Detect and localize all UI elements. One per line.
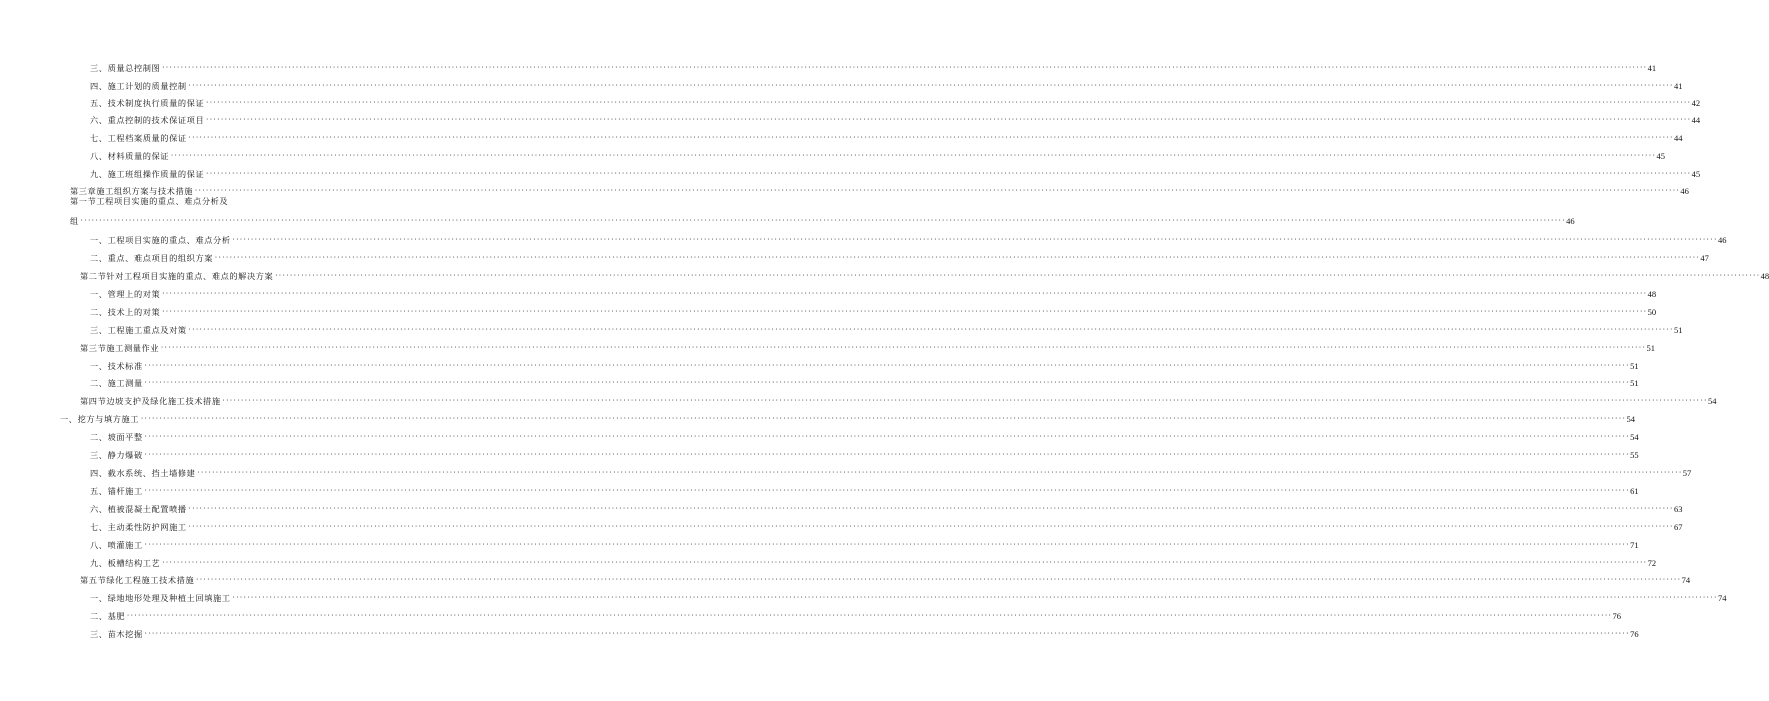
toc-entry[interactable] bbox=[90, 322, 1683, 336]
toc-leader-dots: ················································································································································································································································································································································································································ bbox=[196, 468, 1682, 476]
toc-leader-dots: ················································································································································································································································································································································································································ bbox=[274, 271, 1760, 279]
toc-entry-title: 一、挖方与填方施工 bbox=[60, 414, 140, 424]
toc-entry[interactable] bbox=[90, 148, 1665, 162]
toc-leader-dots: ················································································································································································································································································································································································································ bbox=[161, 289, 1647, 297]
toc-entry-title: 五、技术制度执行质量的保证 bbox=[90, 98, 205, 108]
toc-entry[interactable] bbox=[90, 304, 1657, 318]
toc-entry-title: 第四节边坡支护及绿化施工技术措施 bbox=[80, 396, 221, 406]
toc-entry-page-number: 51 bbox=[1646, 343, 1655, 353]
toc-entry-page-number: 76 bbox=[1612, 611, 1621, 621]
toc-entry-page-number: 44 bbox=[1691, 115, 1701, 125]
toc-entry-title: 四、截水系统、挡土墙修建 bbox=[90, 468, 196, 478]
toc-entry-title: 三、工程施工重点及对策 bbox=[90, 325, 187, 335]
toc-entry[interactable] bbox=[90, 590, 1727, 604]
toc-entry[interactable] bbox=[90, 286, 1657, 300]
toc-leader-dots: ················································································································································································································································································································································································································ bbox=[205, 115, 1691, 123]
toc-entry-title: 三、静力爆破 bbox=[90, 450, 143, 460]
toc-entry-page-number: 71 bbox=[1630, 540, 1639, 550]
toc-entry[interactable] bbox=[90, 250, 1709, 264]
toc-entry-title: 九、板槽结构工艺 bbox=[90, 558, 161, 568]
toc-entry-page-number: 51 bbox=[1674, 325, 1683, 335]
toc-leader-dots: ················································································································································································································································································································································································································ bbox=[126, 611, 1612, 619]
toc-entry[interactable] bbox=[90, 537, 1639, 551]
toc-entry[interactable] bbox=[90, 501, 1683, 515]
toc-entry-page-number: 67 bbox=[1674, 522, 1683, 532]
toc-entry-title: 九、施工班组操作质量的保证 bbox=[90, 169, 205, 179]
toc-entry[interactable] bbox=[70, 183, 1689, 197]
toc-entry-title: 二、基肥 bbox=[90, 611, 126, 621]
toc-leader-dots: ················································································································································································································································································································································································································ bbox=[205, 169, 1691, 177]
toc-leader-dots: ················································································································································································································································································································································································································ bbox=[214, 253, 1700, 261]
toc-leader-dots: ················································································································································································································································································································································································································ bbox=[195, 575, 1681, 583]
toc-leader-dots: ················································································································································································································································································································································································································ bbox=[143, 629, 1630, 637]
toc-entry-page-number: 50 bbox=[1647, 307, 1657, 317]
toc-leader-dots: ················································································································································································································································································································································································································ bbox=[187, 522, 1674, 530]
toc-leader-dots: ················································································································································································································································································································································································································ bbox=[140, 414, 1626, 422]
toc-entry[interactable] bbox=[70, 213, 1575, 227]
toc-entry-title: 一、管理上的对策 bbox=[90, 289, 161, 299]
toc-entry[interactable] bbox=[90, 375, 1639, 389]
toc-entry-title: 四、施工计划的质量控制 bbox=[90, 81, 187, 91]
toc-entry-page-number: 46 bbox=[1680, 186, 1689, 196]
toc-entry[interactable] bbox=[90, 60, 1657, 74]
toc-entry-page-number: 45 bbox=[1691, 169, 1701, 179]
toc-entry-page-number: 54 bbox=[1626, 414, 1635, 424]
toc-entry-page-number: 46 bbox=[1566, 216, 1575, 226]
toc-entry-title: 二、重点、难点项目的组织方案 bbox=[90, 253, 214, 263]
toc-leader-dots: ················································································································································································································································································································································································································ bbox=[205, 98, 1691, 106]
toc-entry-page-number: 61 bbox=[1630, 486, 1639, 496]
toc-entry[interactable] bbox=[90, 429, 1639, 443]
toc-entry-page-number: 44 bbox=[1674, 133, 1683, 143]
toc-entry-page-number: 72 bbox=[1647, 558, 1657, 568]
toc-entry-page-number: 74 bbox=[1717, 593, 1727, 603]
toc-entry-title: 八、材料质量的保证 bbox=[90, 151, 170, 161]
toc-entry-title: 二、技术上的对策 bbox=[90, 307, 161, 317]
toc-entry-title: 二、坡面平整 bbox=[90, 432, 143, 442]
toc-entry[interactable] bbox=[90, 78, 1683, 92]
toc-entry-title: 六、植被混凝土配置喷播 bbox=[90, 504, 187, 514]
toc-entry[interactable] bbox=[90, 232, 1727, 246]
toc-leader-dots: ················································································································································································································································································································································································································ bbox=[170, 151, 1656, 159]
toc-entry-title: 第二节针对工程项目实施的重点、难点的解决方案 bbox=[80, 271, 274, 281]
toc-entry-title: 一、绿地地形处理及种植土回填施工 bbox=[90, 593, 231, 603]
toc-leader-dots: ················································································································································································································································································································································································································ bbox=[143, 432, 1630, 440]
toc-entry[interactable] bbox=[60, 411, 1635, 425]
toc-entry-title: 六、重点控制的技术保证项目 bbox=[90, 115, 205, 125]
toc-entry-page-number: 51 bbox=[1630, 378, 1639, 388]
toc-entry-page-number: 54 bbox=[1630, 432, 1639, 442]
toc-leader-dots: ················································································································································································································································································································································································································ bbox=[161, 558, 1647, 566]
toc-leader-dots: ················································································································································································································································································································································································································ bbox=[161, 307, 1647, 315]
toc-entry[interactable] bbox=[80, 268, 1769, 282]
toc-entry[interactable] bbox=[90, 130, 1683, 144]
toc-leader-dots: ················································································································································································································································································································································································································ bbox=[143, 540, 1630, 548]
toc-leader-dots: ················································································································································································································································································································································································································ bbox=[187, 133, 1674, 141]
toc-leader-dots: ················································································································································································································································································································································································································ bbox=[187, 504, 1674, 512]
toc-entry[interactable] bbox=[90, 465, 1692, 479]
toc-entry[interactable] bbox=[90, 626, 1639, 640]
toc-entry-page-number: 46 bbox=[1717, 235, 1727, 245]
toc-leader-dots: ················································································································································································································································································································································································································ bbox=[143, 361, 1630, 369]
toc-entry-page-number: 76 bbox=[1630, 629, 1639, 639]
toc-entry[interactable] bbox=[90, 447, 1639, 461]
toc-entry[interactable] bbox=[80, 340, 1655, 354]
toc-entry[interactable] bbox=[90, 166, 1701, 180]
toc-entry-title: 八、喷灌施工 bbox=[90, 540, 143, 550]
toc-entry-title: 二、施工测量 bbox=[90, 378, 143, 388]
toc-entry[interactable] bbox=[90, 519, 1683, 533]
toc-entry-title: 一、技术标准 bbox=[90, 361, 143, 371]
toc-entry-page-number: 45 bbox=[1656, 151, 1665, 161]
toc-entry-page-number: 48 bbox=[1760, 271, 1769, 281]
toc-leader-dots: ················································································································································································································································································································································································································ bbox=[143, 378, 1630, 386]
toc-entry-title: 第三章施工组织方案与技术措施 bbox=[70, 186, 194, 196]
toc-entry[interactable] bbox=[90, 483, 1639, 497]
toc-entry[interactable] bbox=[90, 555, 1657, 569]
toc-entry[interactable] bbox=[80, 393, 1717, 407]
toc-entry[interactable] bbox=[90, 608, 1621, 622]
toc-entry-title: 七、工程档案质量的保证 bbox=[90, 133, 187, 143]
toc-entry-page-number: 41 bbox=[1674, 81, 1683, 91]
toc-entry-page-number: 63 bbox=[1674, 504, 1683, 514]
toc-entry-page-number: 55 bbox=[1630, 450, 1639, 460]
toc-entry-title: 七、主动柔性防护网施工 bbox=[90, 522, 187, 532]
toc-leader-dots: ················································································································································································································································································································································································································ bbox=[187, 325, 1674, 333]
toc-entry-page-number: 42 bbox=[1691, 98, 1701, 108]
toc-leader-dots: ················································································································································································································································································································································································································ bbox=[221, 396, 1707, 404]
toc-entry-page-number: 48 bbox=[1647, 289, 1657, 299]
toc-entry-page-number: 57 bbox=[1682, 468, 1692, 478]
toc-entry-page-number: 54 bbox=[1707, 396, 1717, 406]
toc-entry-title: 三、苗木挖掘 bbox=[90, 629, 143, 639]
toc-leader-dots: ················································································································································································································································································································································································································ bbox=[231, 235, 1717, 243]
toc-entry-title: 一、工程项目实施的重点、难点分析 bbox=[90, 235, 231, 245]
toc-leader-dots: ················································································································································································································································································································································································································ bbox=[231, 593, 1717, 601]
toc-leader-dots: ················································································································································································································································································································································································································ bbox=[187, 81, 1674, 89]
toc-entry[interactable] bbox=[90, 112, 1701, 126]
toc-entry-page-number: 47 bbox=[1700, 253, 1709, 263]
toc-entry-title: 组 bbox=[70, 216, 79, 226]
toc-entry[interactable] bbox=[90, 358, 1639, 372]
toc-entry-title: 第三节施工测量作业 bbox=[80, 343, 160, 353]
toc-entry-title: 五、锚杆施工 bbox=[90, 486, 143, 496]
toc-leader-dots: ················································································································································································································································································································································································································ bbox=[161, 63, 1647, 71]
toc-entry[interactable] bbox=[80, 572, 1691, 586]
toc-entry[interactable] bbox=[90, 95, 1701, 109]
toc-heading-section-one: 第一节工程项目实施的重点、难点分析及 bbox=[70, 196, 229, 206]
toc-leader-dots: ················································································································································································································································································································································································································ bbox=[143, 486, 1630, 494]
toc-leader-dots: ················································································································································································································································································································································································································ bbox=[79, 216, 1566, 224]
toc-leader-dots: ················································································································································································································································································································································································································ bbox=[194, 186, 1680, 194]
toc-leader-dots: ················································································································································································································································································································································································································ bbox=[143, 450, 1630, 458]
toc-entry-page-number: 51 bbox=[1630, 361, 1639, 371]
toc-entry-title: 第五节绿化工程施工技术措施 bbox=[80, 575, 195, 585]
toc-leader-dots: ················································································································································································································································································································································································································ bbox=[160, 343, 1646, 351]
toc-entry-title: 三、质量总控制图 bbox=[90, 63, 161, 73]
toc-entry-page-number: 74 bbox=[1681, 575, 1691, 585]
toc-entry-page-number: 41 bbox=[1647, 63, 1657, 73]
